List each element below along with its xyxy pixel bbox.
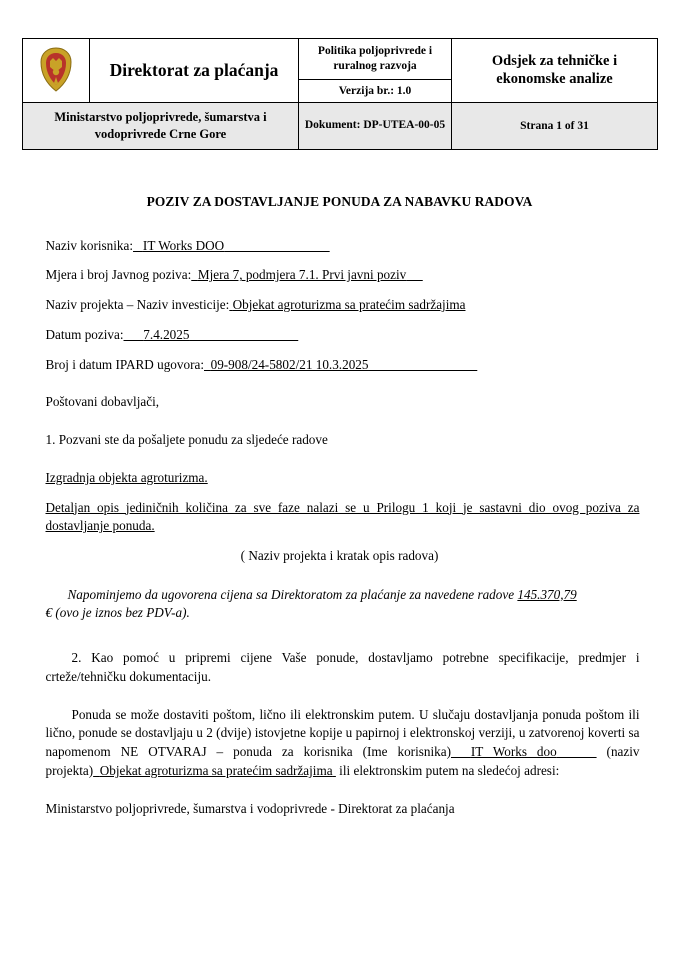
policy-label: Politika poljoprivrede i ruralnog razvoja: [299, 39, 452, 80]
beneficiary-inline-value: IT Works doo: [470, 744, 557, 760]
spacer-5: [40, 633, 640, 649]
spacer-2: [40, 423, 640, 431]
spacer-1: [40, 385, 640, 393]
document-body: [40, 150, 640, 819]
field-pad-1a: [191, 267, 198, 282]
price-note-pre: Napominjemo da ugovorena cijena sa Direktoratom za plaćanje za navedene radove: [67, 586, 515, 602]
contract-price-note: [40, 586, 640, 623]
field-label-measure: Mjera i broj Javnog poziva:: [45, 267, 192, 283]
field-row-project: [40, 296, 640, 315]
greeting-paragraph: Poštovani dobavljači,: [45, 394, 160, 410]
spacer-3: [40, 461, 640, 469]
delivery-text-3: ili elektronskim putem na sledećoj adresi:: [339, 762, 560, 778]
delivery-text-2: (naziv projekta): [45, 744, 640, 778]
page-title: POZIV ZA DOSTAVLJANJE PONUDA ZA NABAVKU RADOVA: [146, 193, 533, 209]
document-code-label: Dokument: DP-UTEA-00-05: [299, 102, 452, 149]
field-row-measure: [40, 266, 640, 285]
delivery-paragraph: [40, 706, 640, 781]
version-label: Verzija br.: 1.0: [299, 79, 452, 102]
field-value-measure: Mjera 7, podmjera 7.1. Prvi javni poziv: [197, 267, 407, 283]
contract-price-value: 145.370,79: [517, 586, 577, 602]
project-name-hint: ( Naziv projekta i kratak opis radova): [240, 548, 439, 563]
field-label-date: Datum poziva:: [45, 326, 124, 342]
coat-of-arms-cell: [23, 39, 90, 103]
montenegro-coat-of-arms-icon: [38, 47, 74, 93]
field-pad-0a: [133, 238, 143, 253]
spacer-4: [40, 578, 640, 586]
spacer-6: [40, 698, 640, 706]
item-1-paragraph: 1. Pozvani ste da pošaljete ponudu za sljedeće radove: [45, 432, 328, 448]
field-label-contract: Broj i datum IPARD ugovora:: [45, 356, 204, 372]
field-pad-0b: [224, 238, 330, 253]
field-value-date: 7.4.2025: [143, 326, 190, 342]
field-value-contract: 09-908/24-5802/21 10.3.2025: [210, 356, 369, 372]
document-header-table: [22, 38, 658, 150]
field-value-beneficiary: IT Works DOO: [142, 237, 225, 253]
field-pad-3a: [124, 327, 144, 342]
field-label-project: Naziv projekta – Naziv investicije:: [45, 297, 230, 313]
field-row-date: [40, 326, 640, 345]
address-paragraph: Ministarstvo poljoprivrede, šumarstva i vodoprivrede - Direktorat za plaćanja: [45, 800, 455, 816]
department-label: Odsjek za tehničke i ekonomske analize: [452, 39, 658, 103]
delivery-text-1: Ponuda se može dostaviti poštom, lično ili elektronskim putem. U slučaju dostavljanja ponuda poštom ili lično, ponude se dostavljaju u 2 (dvije) istovjetne kopije u papirnoj i elektronskoj verziji, u zatvorenoj koverti sa napomenom NE OTVARAJ – ponuda za korisnika (Ime korisnika): [45, 706, 640, 760]
field-pad-4b: [368, 357, 477, 372]
organization-title: Direktorat za plaćanja: [90, 39, 299, 103]
field-pad-3b: [189, 327, 298, 342]
field-row-beneficiary: [40, 237, 640, 256]
price-note-post: € (ovo je iznos bez PDV-a).: [45, 605, 190, 621]
field-pad-4a: [204, 357, 211, 372]
ministry-label: Ministarstvo poljoprivrede, šumarstva i vodoprivrede Crne Gore: [23, 102, 299, 149]
annex-description: Detaljan opis jediničnih količina za sve faze nalazi se u Prilogu 1 koji je sastavni dio ovog poziva za dostavljanje ponuda.: [45, 499, 640, 534]
field-row-contract: [40, 356, 640, 375]
works-description: Izgradnja objekta agroturizma.: [45, 469, 208, 485]
field-pad-1b: [406, 267, 422, 282]
project-inline-value: Objekat agroturizma sa pratećim sadržajima: [99, 762, 333, 778]
item-2-paragraph: 2. Kao pomoć u pripremi cijene Vaše ponude, dostavljamo potrebne specifikacije, predmjer i crteže/tehničku dokumentaciju.: [45, 650, 640, 684]
page-number-label: Strana 1 of 31: [452, 102, 658, 149]
field-label-beneficiary: Naziv korisnika:: [45, 237, 134, 253]
field-value-project: Objekat agroturizma sa pratećim sadržajima: [232, 297, 466, 313]
spacer-7: [40, 792, 640, 800]
